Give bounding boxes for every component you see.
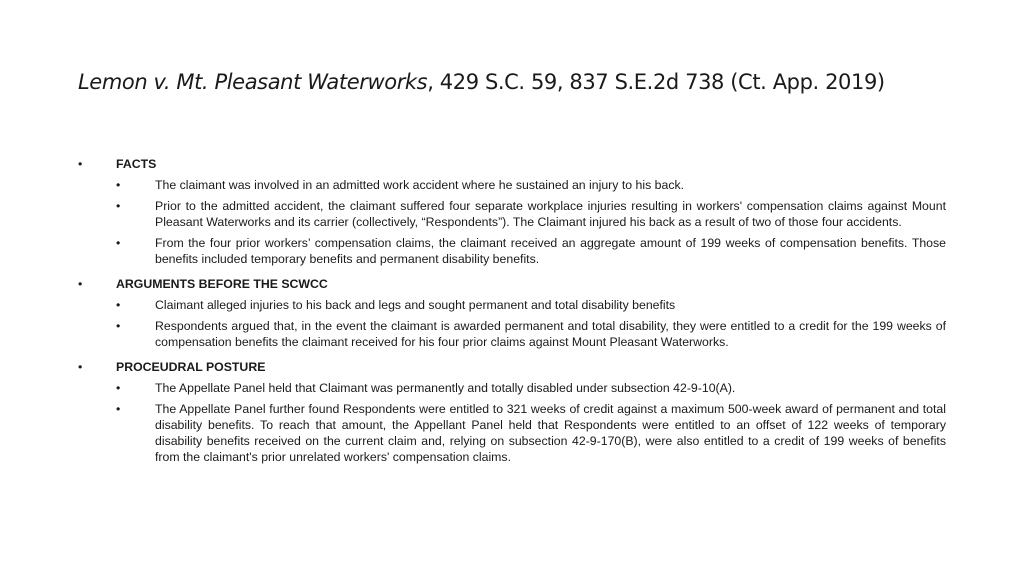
section-arguments (78, 276, 946, 350)
list-item (78, 235, 946, 267)
list-item (78, 380, 946, 396)
bullet-icon: • (78, 360, 83, 374)
bullet-icon: • (116, 402, 121, 416)
bullet-icon: • (116, 178, 121, 192)
list-item-text: Respondents argued that, in the event the claimant is awarded permanent and total disability, they were entitled to a credit for the 199 weeks of compensation benefits the claimant received for his four prior claims against Mount Pleasant Waterworks. (155, 319, 946, 349)
section-heading: PROCEUDRAL POSTURE (116, 360, 266, 374)
section-procedural-posture (78, 359, 946, 465)
list-item-text: The Appellate Panel held that Claimant was permanently and totally disabled under subsection 42-9-10(A). (155, 381, 736, 395)
bullet-icon: • (116, 319, 121, 333)
sub-list (78, 177, 946, 267)
section-heading-row (78, 276, 946, 292)
bullet-icon: • (116, 381, 121, 395)
section-facts (78, 156, 946, 267)
bullet-icon: • (78, 157, 83, 171)
list-item-text: The claimant was involved in an admitted work accident where he sustained an injury to his back. (155, 178, 685, 192)
list-item (78, 177, 946, 193)
section-heading-row (78, 156, 946, 172)
bullet-icon: • (116, 236, 121, 250)
list-item (78, 297, 946, 313)
section-heading: ARGUMENTS BEFORE THE SCWCC (116, 277, 328, 291)
list-item (78, 401, 946, 465)
bullet-icon: • (116, 199, 121, 213)
list-item-text: The Appellate Panel further found Respondents were entitled to 321 weeks of credit against a maximum 500-week award of permanent and total disability benefits. To reach that amount, the Appellant Panel held that Respondents were entitled to an offset of 122 weeks of temporary disability benefits received on the current claim and, relying on subsection 42-9-170(B), were also entitled to a credit of 199 weeks of benefits from the claimant's prior unrelated workers' compensation claims. (155, 402, 946, 464)
bullet-icon: • (116, 298, 121, 312)
list-item (78, 318, 946, 350)
bullet-icon: • (78, 277, 83, 291)
list-item-text: Claimant alleged injuries to his back and legs and sought permanent and total disability benefits (155, 298, 676, 312)
section-heading: FACTS (116, 157, 157, 171)
list-item-text: Prior to the admitted accident, the claimant suffered four separate workplace injuries resulting in workers' compensation claims against Mount Pleasant Waterworks and its carrier (collectively, “Respondents”). The Claimant injured his back as a result of two of those four accidents. (155, 199, 946, 229)
section-heading-row (78, 359, 946, 375)
slide-title (78, 70, 978, 94)
list-item (78, 198, 946, 230)
sub-list (78, 297, 946, 350)
case-name: Lemon v. Mt. Pleasant Waterworks (78, 70, 428, 94)
slide-content (78, 156, 946, 474)
list-item-text: From the four prior workers’ compensation claims, the claimant received an aggregate amount of 199 weeks of compensation benefits. Those benefits included temporary benefits and permanent disability benefits. (155, 236, 946, 266)
sub-list (78, 380, 946, 465)
case-citation: , 429 S.C. 59, 837 S.E.2d 738 (Ct. App. 2019) (427, 70, 885, 94)
